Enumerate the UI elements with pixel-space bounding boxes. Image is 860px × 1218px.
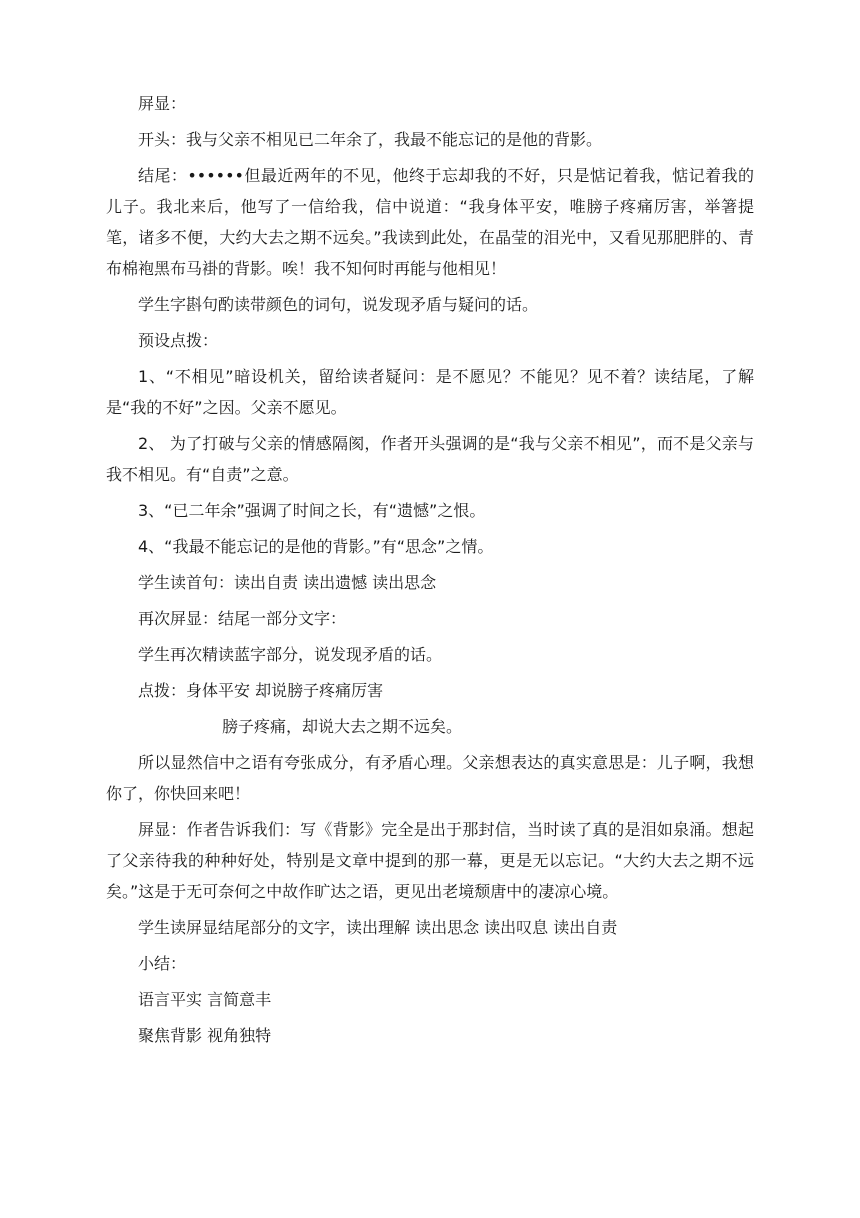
paragraph-ending: 结尾：••••••但最近两年的不见，他终于忘却我的不好，只是惦记着我，惦记着我的儿子。我北来后，他写了一信给我，信中说道：“我身体平安，唯膀子疼痛厉害，举箸提笔，诸多不便，大约大去之期不远矣。”我读到此处，在晶莹的泪光中，又看见那肥胖的、青布棉袍黑布马褂的背影。唉！我不知何时再能与他相见！ bbox=[106, 166, 754, 278]
paragraph-screen-again: 再次屏显：结尾一部分文字： bbox=[138, 609, 347, 628]
paragraph-summary-label: 小结： bbox=[138, 954, 187, 973]
paragraph-summary-2: 聚焦背影 视角独特 bbox=[138, 1026, 272, 1045]
paragraph-conclusion: 所以显然信中之语有夸张成分，有矛盾心理。父亲想表达的真实意思是：儿子啊，我想你了，你快回来吧！ bbox=[106, 753, 754, 803]
paragraph-summary-1: 语言平实 言简意丰 bbox=[138, 990, 272, 1009]
paragraph-student-task: 学生字斟句酌读带颜色的词句，说发现矛盾与疑问的话。 bbox=[138, 295, 539, 314]
paragraph-guidance-label: 预设点拨： bbox=[138, 331, 219, 350]
paragraph-guidance-contrast-2: 膀子疼痛，却说大去之期不远矣。 bbox=[222, 717, 463, 736]
paragraph-opening: 开头：我与父亲不相见已二年余了，我最不能忘记的是他的背影。 bbox=[138, 130, 603, 149]
paragraph-read-ending: 学生读屏显结尾部分的文字，读出理解 读出思念 读出叹息 读出自责 bbox=[138, 918, 618, 937]
paragraph-point-1: 1、“不相见”暗设机关，留给读者疑问：是不愿见？不能见？见不着？读结尾，了解是“我的不好”之因。父亲不愿见。 bbox=[106, 367, 754, 417]
paragraph-guidance-contrast-1: 点拨：身体平安 却说膀子疼痛厉害 bbox=[138, 681, 384, 700]
paragraph-read-first-sentence: 学生读首句：读出自责 读出遗憾 读出思念 bbox=[138, 573, 437, 592]
paragraph-point-2: 2、 为了打破与父亲的情感隔阂，作者开头强调的是“我与父亲不相见”，而不是父亲与我不相见。有“自责”之意。 bbox=[106, 434, 754, 484]
paragraph-close-reading: 学生再次精读蓝字部分，说发现矛盾的话。 bbox=[138, 645, 443, 664]
paragraph-screen-label: 屏显： bbox=[138, 94, 187, 113]
document-body bbox=[106, 88, 754, 1056]
paragraph-point-4: 4、“我最不能忘记的是他的背影。”有“思念”之情。 bbox=[138, 537, 494, 556]
paragraph-author-note: 屏显：作者告诉我们：写《背影》完全是出于那封信，当时读了真的是泪如泉涌。想起了父亲待我的种种好处，特别是文章中提到的那一幕，更是无以忘记。“大约大去之期不远矣。”这是于无可奈何之中故作旷达之语，更见出老境颓唐中的凄凉心境。 bbox=[106, 820, 754, 901]
paragraph-point-3: 3、“已二年余”强调了时间之长，有“遗憾”之恨。 bbox=[138, 501, 486, 520]
